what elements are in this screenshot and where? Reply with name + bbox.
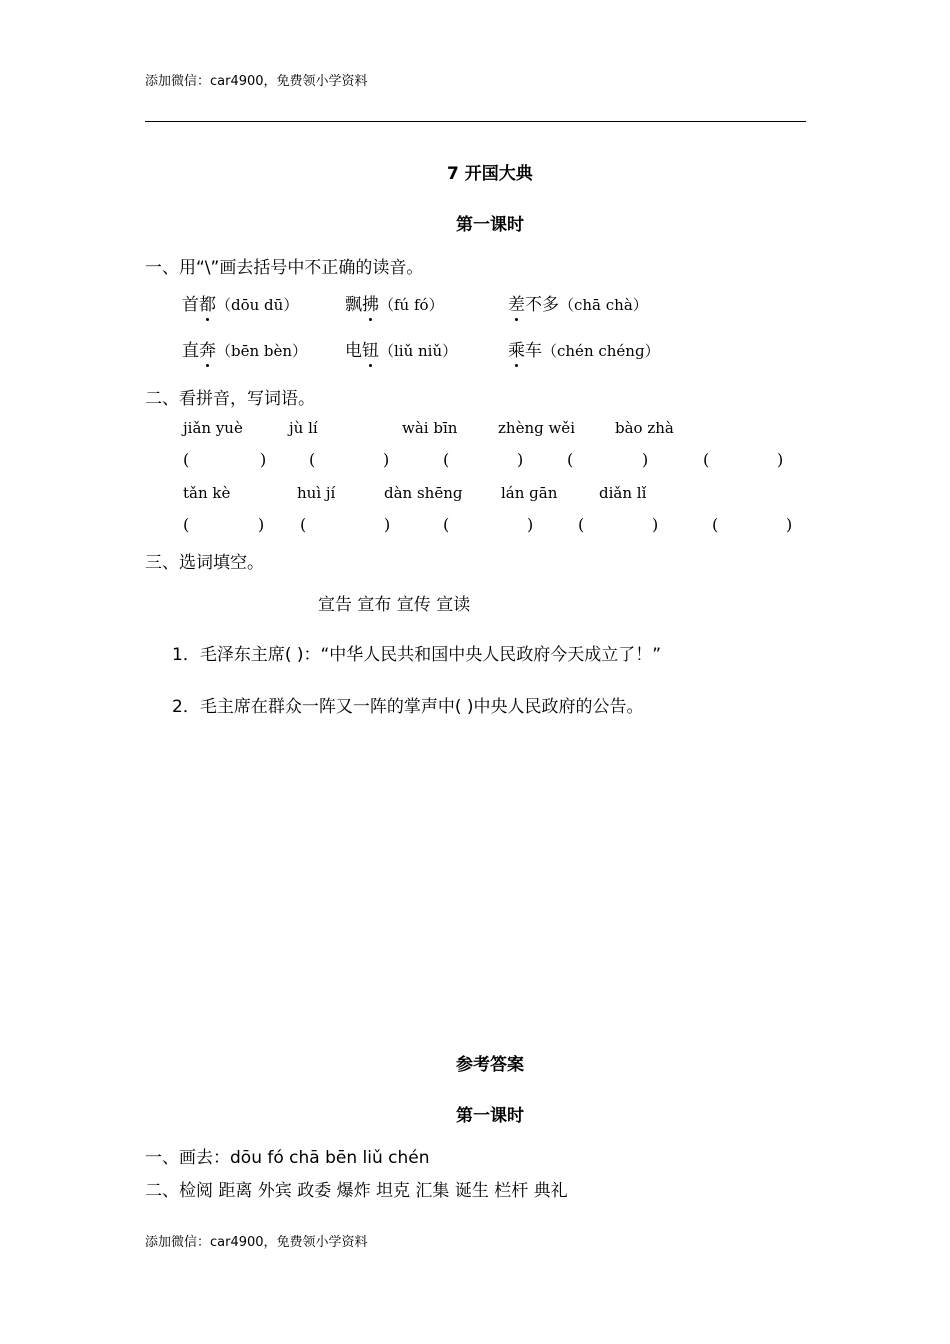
- q3-heading: 三、选词填空。: [145, 553, 264, 573]
- period-title: 第一课时: [456, 215, 524, 235]
- header-note: 添加微信：car4900，免费领小学资料: [145, 74, 368, 89]
- pinyin-prompt: wài bīn: [402, 419, 458, 437]
- q1-item: 电钮（liǔ niǔ）: [345, 336, 457, 361]
- answers-period-title: 第一课时: [456, 1106, 524, 1126]
- answer-paren-close: ): [786, 515, 793, 534]
- answer-paren-open: (: [578, 515, 585, 534]
- q1-item: 直奔（bēn bèn）: [182, 336, 307, 361]
- answer-paren-close: ): [384, 515, 391, 534]
- answer-paren-open: (: [183, 450, 190, 469]
- answer-paren-open: (: [300, 515, 307, 534]
- answer-paren-open: (: [567, 450, 574, 469]
- pinyin-prompt: jiǎn yuè: [183, 419, 243, 437]
- q1-item: 乘车（chén chénɡ）: [508, 336, 660, 361]
- pinyin-prompt: dàn shēnɡ: [384, 484, 463, 502]
- answer-paren-close: ): [260, 450, 267, 469]
- q1-item: 飘拂（fú fó）: [345, 290, 444, 315]
- pinyin-prompt: tǎn kè: [183, 484, 231, 502]
- answer-paren-open: (: [703, 450, 710, 469]
- answer-paren-open: (: [443, 515, 450, 534]
- q1-heading: 一、用“\”画去括号中不正确的读音。: [145, 258, 424, 278]
- answer-line-2: 二、检阅 距离 外宾 政委 爆炸 坦克 汇集 诞生 栏杆 典礼: [145, 1181, 568, 1201]
- pinyin-prompt: jù lí: [289, 419, 318, 437]
- answer-paren-close: ): [527, 515, 534, 534]
- pinyin-prompt: bào zhà: [615, 419, 674, 437]
- answer-paren-close: ): [258, 515, 265, 534]
- pinyin-prompt: diǎn lǐ: [599, 484, 647, 502]
- footer-note: 添加微信：car4900，免费领小学资料: [145, 1235, 368, 1250]
- q1-item: 差不多（chā chà）: [508, 290, 648, 315]
- answer-paren-close: ): [642, 450, 649, 469]
- pinyin-prompt: zhènɡ wěi: [498, 419, 575, 437]
- answer-paren-close: ): [383, 450, 390, 469]
- answer-paren-open: (: [712, 515, 719, 534]
- answer-paren-close: ): [652, 515, 659, 534]
- q1-item: 首都（dōu dū）: [182, 290, 298, 315]
- pinyin-prompt: lán ɡān: [501, 484, 558, 502]
- answer-line-1: 一、画去：dōu fó chā bēn liǔ chén: [145, 1148, 430, 1168]
- answer-paren-open: (: [309, 450, 316, 469]
- fill-sentence-1: 1．毛泽东主席( )：“中华人民共和国中央人民政府今天成立了！”: [172, 645, 662, 665]
- pinyin-prompt: huì jí: [297, 484, 336, 502]
- word-bank: 宣告 宣布 宣传 宣读: [318, 595, 471, 615]
- q2-heading: 二、看拼音，写词语。: [145, 389, 315, 409]
- fill-sentence-2: 2．毛主席在群众一阵又一阵的掌声中( )中央人民政府的公告。: [172, 697, 644, 717]
- lesson-title: 7 开国大典: [447, 164, 533, 184]
- answer-paren-close: ): [777, 450, 784, 469]
- answer-paren-open: (: [443, 450, 450, 469]
- answer-paren-open: (: [183, 515, 190, 534]
- header-rule: [145, 121, 806, 122]
- answers-title: 参考答案: [456, 1055, 524, 1075]
- answer-paren-close: ): [517, 450, 524, 469]
